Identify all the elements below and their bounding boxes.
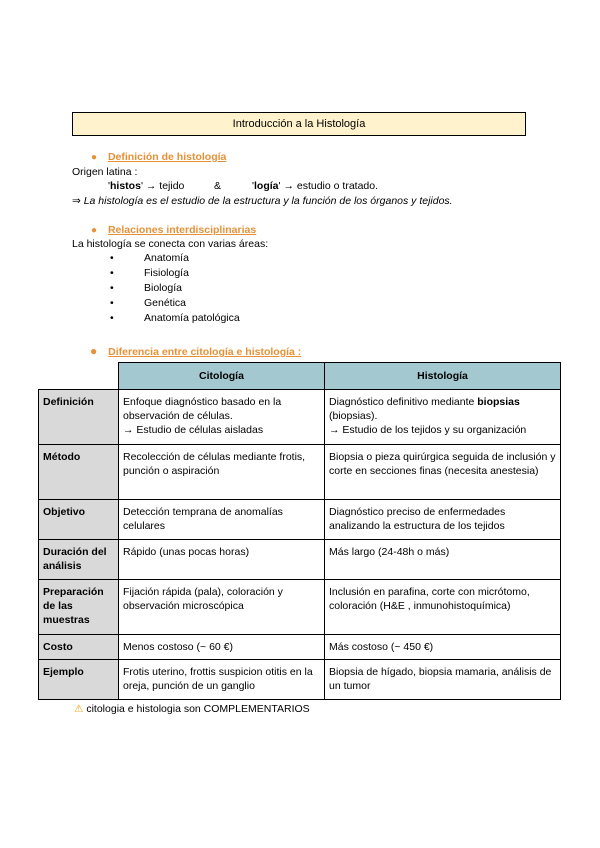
page-title-text: Introducción a la Histología (232, 118, 366, 130)
list-item: • Biología (110, 282, 182, 294)
table-row (39, 500, 561, 540)
table-row (39, 660, 561, 700)
histo-cell: Inclusión en parafina, corte con micrótomo, coloración (H&E , inmunohistoquímica) (325, 580, 561, 635)
etymology-line: 'histos' → tejido & 'logía' → estudio o tratado. (108, 180, 379, 192)
table-row (39, 540, 561, 580)
row-label: Ejemplo (39, 660, 119, 700)
row-label: Preparación de las muestras (39, 580, 119, 635)
row-label: Definición (39, 390, 119, 445)
orange-bullet-icon: ● (91, 225, 98, 236)
list-item: • Genética (110, 297, 187, 309)
header-histologia: Histología (325, 363, 561, 390)
histology-definition: ⇒ La histología es el estudio de la estructura y la función de los órganos y tejidos. (72, 195, 453, 207)
table-row (39, 580, 561, 635)
header-empty-cell (39, 363, 119, 390)
section-relaciones-heading: ● Relaciones interdisciplinarias (91, 224, 257, 236)
row-label: Duración del análisis (39, 540, 119, 580)
histo-cell: Diagnóstico preciso de enfermedades analizando la estructura de los tejidos (325, 500, 561, 540)
table-header-row (39, 363, 561, 390)
comparison-table (38, 362, 561, 700)
histo-cell: Más largo (24-48h o más) (325, 540, 561, 580)
histo-cell: Más costoso (~ 450 €) (325, 635, 561, 660)
areas-list (110, 251, 240, 326)
origin-label: Origen latina : (72, 166, 138, 178)
orange-bullet-icon: ● (91, 152, 98, 163)
section-definicion-heading: ● Definición de histología (91, 151, 227, 163)
histo-cell: Diagnóstico definitivo mediante biopsias (biopsias). → Estudio de los tejidos y su organización (325, 390, 561, 445)
histo-cell: Biopsia de hígado, biopsia mamaria, análisis de un tumor (325, 660, 561, 700)
orange-bullet-icon: ● (90, 344, 98, 358)
cito-cell: Menos costoso (~ 60 €) (119, 635, 325, 660)
page-title (72, 112, 526, 136)
warning-icon: ⚠ (74, 703, 84, 715)
row-label: Método (39, 445, 119, 500)
section-diferencia-heading: ● Diferencia entre citología e histología : (90, 344, 302, 358)
relaciones-intro: La histología se conecta con varias áreas: (72, 238, 269, 250)
cito-cell: Recolección de células mediante frotis, punción o aspiración (119, 445, 325, 500)
cito-cell: Frotis uterino, frottis suspicion otitis en la oreja, punción de un ganglio (119, 660, 325, 700)
complementary-note: ⚠ citologia e histologia son COMPLEMENTARIOS (74, 703, 310, 715)
row-label: Objetivo (39, 500, 119, 540)
table-row (39, 635, 561, 660)
histo-cell: Biopsia o pieza quirúrgica seguida de inclusión y corte en secciones finas (necesita anestesia) (325, 445, 561, 500)
table-row (39, 390, 561, 445)
list-item: • Anatomía patológica (110, 312, 240, 324)
table-row (39, 445, 561, 500)
cito-cell: Rápido (unas pocas horas) (119, 540, 325, 580)
list-item: • Fisiología (110, 267, 189, 279)
row-label: Costo (39, 635, 119, 660)
cito-cell: Detección temprana de anomalías celulares (119, 500, 325, 540)
cito-cell: Fijación rápida (pala), coloración y observación microscópica (119, 580, 325, 635)
header-citologia: Citología (119, 363, 325, 390)
cito-cell: Enfoque diagnóstico basado en la observación de células. → Estudio de células aisladas (119, 390, 325, 445)
list-item: • Anatomía (110, 252, 189, 264)
